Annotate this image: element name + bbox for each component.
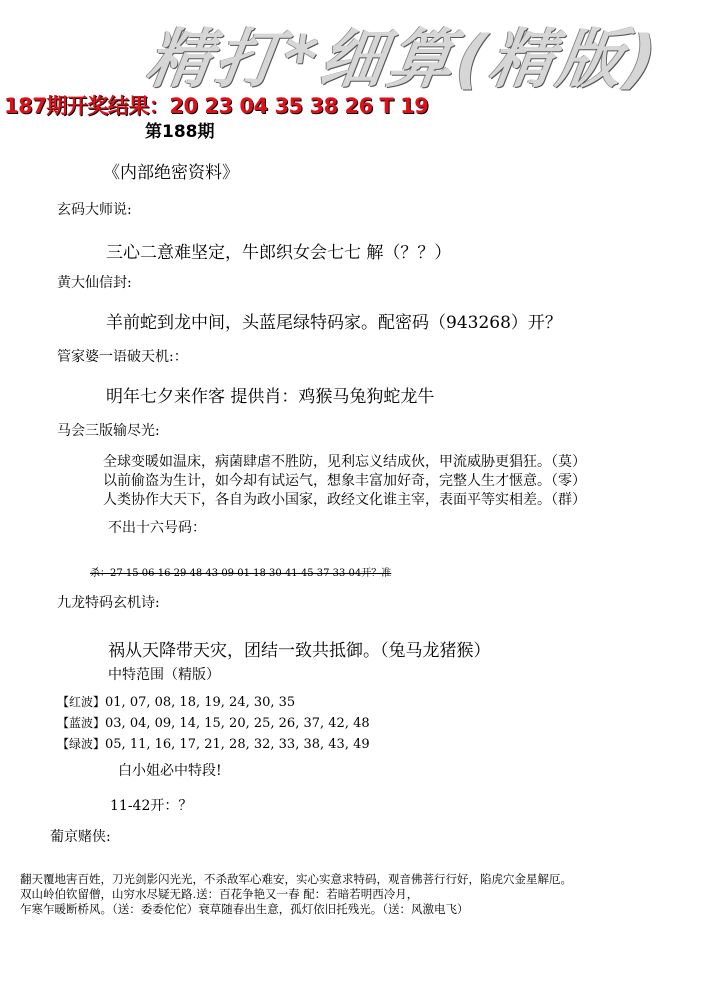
section-label-huangdaxian: 黄大仙信封: (57, 275, 132, 291)
document-title: 《内部绝密资料》 (103, 163, 239, 183)
section-label-guanjiapo: 管家婆一语破天机:： (57, 349, 188, 365)
section-text-huangdaxian: 羊前蛇到龙中间，头蓝尾绿特码家。配密码（943268）开？ (106, 313, 562, 333)
wave-row-green (57, 733, 370, 752)
jiulong-poem: 祸从天降带天灾，团结一致共抵御。（兔马龙猪猴） (108, 641, 491, 661)
wave-numbers: 03, 04, 09, 14, 15, 20, 25, 26, 37, 42, 48 (105, 716, 370, 731)
mahui-verse-line-2: 以前偷盗为生计，如今却有试运气，想象丰富加好奇，完整人生才惬意。（零） (103, 473, 586, 489)
wave-row-blue (57, 712, 370, 731)
pujing-line-3: 乍寒乍暖断桥风。（送：委委佗佗）衰草随春出生意，孤灯依旧托残光。（送：风激电飞） (20, 902, 469, 916)
kill-numbers: 杀：27 15 06 16 29 48 43 09 01 18 30 41 45 37 33 04开？准 (90, 568, 392, 579)
issue-number: 第188期 (145, 122, 215, 142)
wave-tag: 【绿波】 (57, 737, 106, 751)
section-text-guanjiapo: 明年七夕来作客 提供肖：鸡猴马兔狗蛇龙牛 (106, 387, 435, 407)
section-text-xuanma: 三心二意难坚定，牛郎织女会七七 解（？？） (106, 243, 452, 263)
section-label-mahui: 马会三版输尽光: (57, 423, 160, 439)
wave-tag: 【蓝波】 (57, 716, 106, 730)
wave-numbers: 05, 11, 16, 17, 21, 28, 32, 33, 38, 43, 49 (105, 737, 370, 752)
note-baixiaojie: 白小姐必中特段! (118, 763, 222, 779)
not16-label: 不出十六号码： (108, 520, 206, 536)
section-label-xuanma: 玄码大师说: (57, 202, 132, 218)
mahui-verse-line-1: 全球变暖如温床，病菌肆虐不胜防，见利忘义结成伙，甲流威胁更猖狂。（莫） (103, 454, 586, 470)
pujing-line-2: 双山岭伯钦留僧，山穷水尽疑无路.送：百花争艳又一春 配：若暗若明西冷月， (20, 887, 419, 901)
previous-result: 187期开奖结果：20 23 04 35 38 26 T 19 (4, 94, 429, 118)
note-range-open: 11-42开：？ (110, 798, 193, 814)
mahui-verse-line-3: 人类协作大天下，各自为政小国家，政经文化谁主宰，表面平等实相差。（群） (103, 492, 586, 508)
banner-title: 精打*细算(精版) (141, 23, 665, 97)
wave-numbers: 01, 07, 08, 18, 19, 24, 30, 35 (105, 695, 296, 710)
wave-tag: 【红波】 (57, 695, 106, 709)
section-label-pujing: 葡京赌侠: (50, 829, 111, 845)
wave-row-red (57, 691, 295, 710)
section-label-jiulong: 九龙特码玄机诗: (57, 595, 160, 611)
pujing-line-1: 翻天覆地害百姓，刀光剑影闪光光，不杀敌军心难安，实心实意求特码，观音佛菩行行好，陷虎穴金星解厄。 (20, 872, 572, 886)
range-title: 中特范围（精版） (108, 667, 220, 683)
